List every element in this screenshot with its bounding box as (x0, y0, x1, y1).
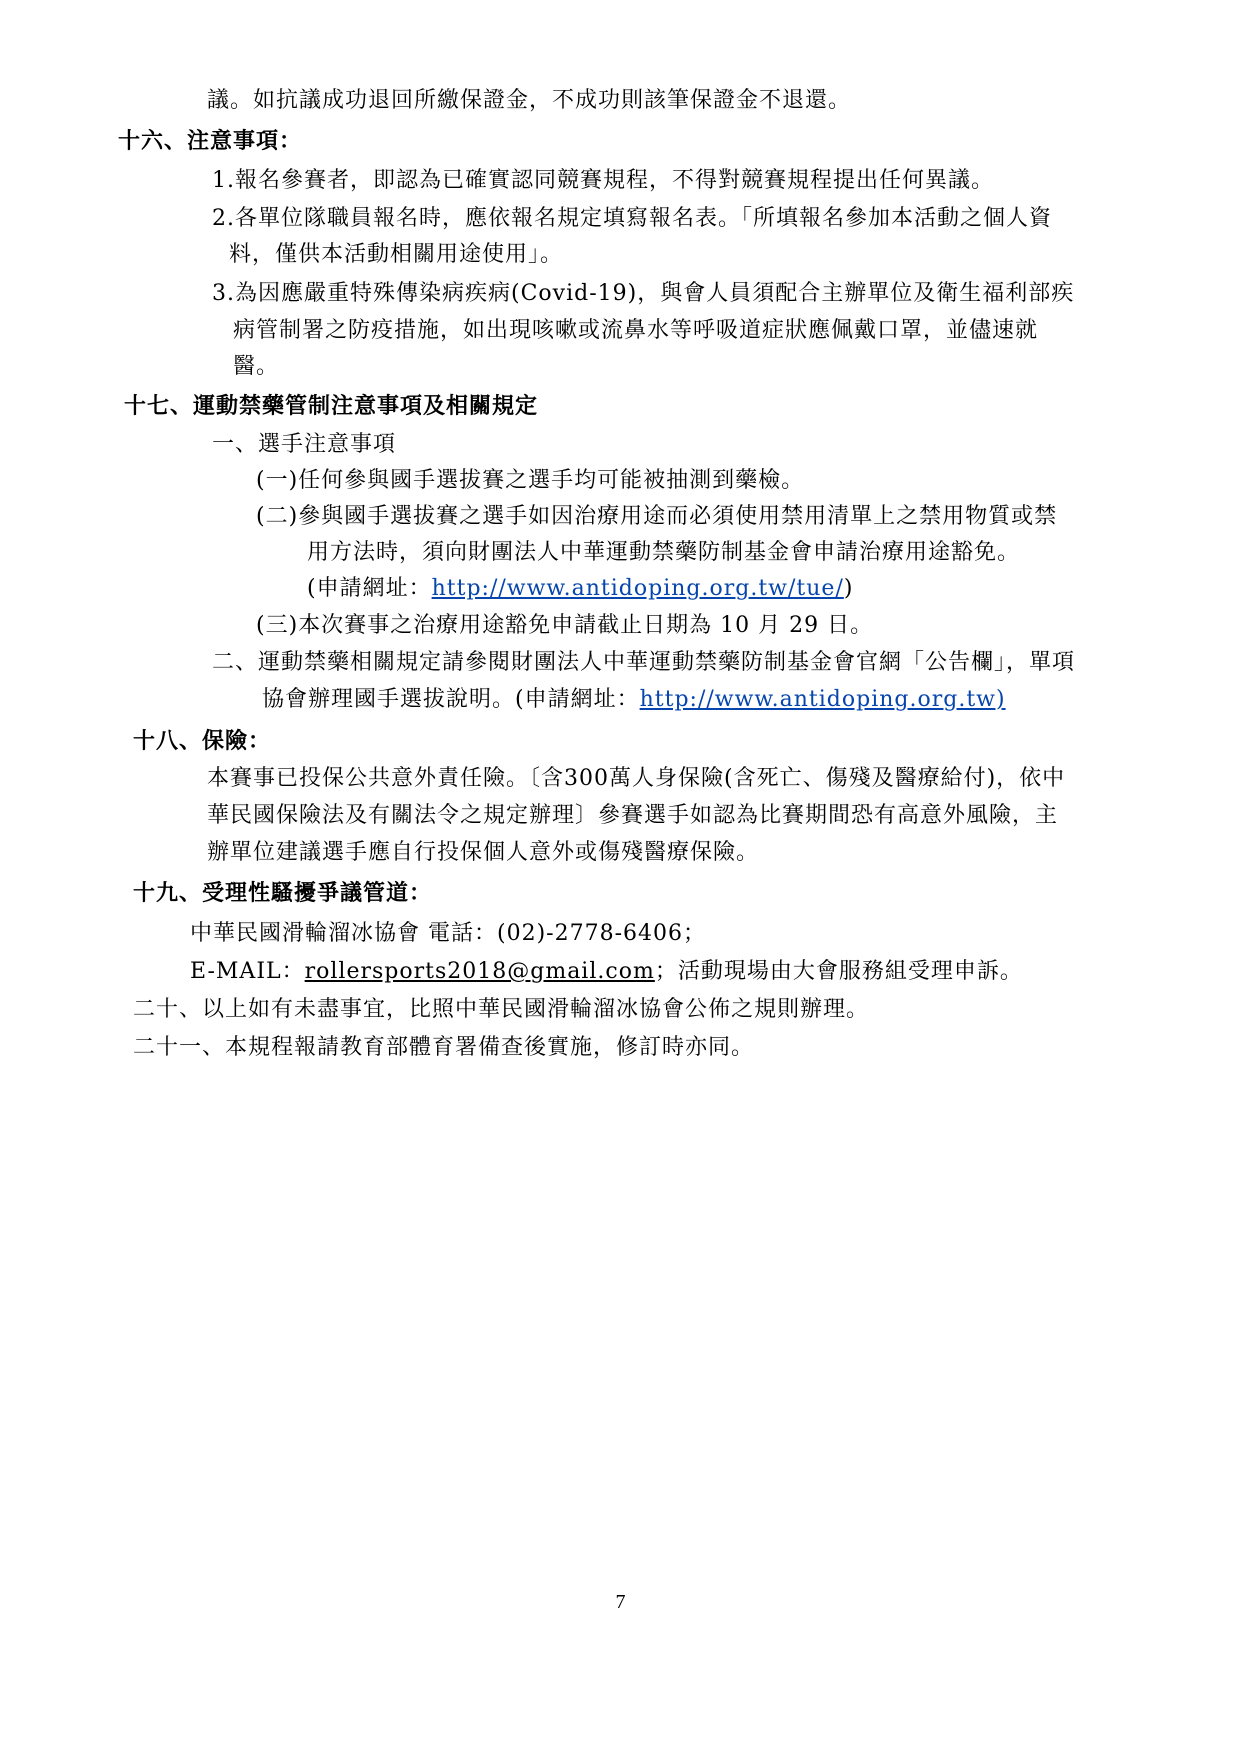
notice-item-1: 1.報名參賽者，即認為已確實認同競賽規程，不得對競賽規程提出任何異議。 (212, 168, 994, 193)
notice-item-3-line-2: 病管制署之防疫措施，如出現咳嗽或流鼻水等呼吸道症狀應佩戴口罩，並儘速就 (233, 318, 1039, 343)
page-number: 7 (615, 1591, 626, 1613)
email-prefix: E-MAIL： (190, 959, 305, 984)
section-19-heading: 十九、受理性騷擾爭議管道： (133, 881, 433, 906)
section-16-heading: 十六、注意事項： (118, 129, 303, 154)
contact-phone-line: 中華民國滑輪溜冰協會 電話：(02)-2778-6406； (190, 921, 706, 946)
tue-url-suffix: ) (843, 576, 854, 601)
antidoping-url-link[interactable]: http://www.antidoping.org.tw) (639, 687, 1006, 712)
athlete-notice-heading: 一、選手注意事項 (212, 432, 397, 457)
athlete-notice-item-2-line-3 (307, 574, 853, 604)
section-20-line: 二十、以上如有未盡事宜，比照中華民國滑輪溜冰協會公佈之規則辦理。 (133, 997, 870, 1022)
insurance-line-3: 辦單位建議選手應自行投保個人意外或傷殘醫療保險。 (207, 840, 760, 865)
notice-item-3-line-3: 醫。 (233, 354, 280, 379)
notice-item-3-line-1: 3.為因應嚴重特殊傳染病疾病(Covid-19)，與會人員須配合主辦單位及衛生福利部疾 (212, 281, 1075, 306)
notice-item-2-line-1: 2.各單位隊職員報名時，應依報名規定填寫報名表。「所填報名參加本活動之個人資 (212, 206, 1052, 231)
contact-email-line (190, 957, 1023, 987)
continued-protest-line: 議。如抗議成功退回所繳保證金，不成功則該筆保證金不退還。 (207, 88, 852, 113)
antidoping-rules-line-2 (262, 685, 1006, 715)
athlete-notice-item-1: (一)任何參與國手選拔賽之選手均可能被抽測到藥檢。 (256, 468, 805, 493)
section-17-heading: 十七、運動禁藥管制注意事項及相關規定 (124, 394, 539, 419)
tue-url-prefix: (申請網址： (307, 576, 432, 601)
antidoping-url-prefix: 協會辦理國手選拔說明。(申請網址： (262, 687, 640, 712)
section-21-line: 二十一、本規程報請教育部體育署備查後實施，修訂時亦同。 (133, 1035, 755, 1060)
antidoping-rules-line-1: 二、運動禁藥相關規定請參閱財團法人中華運動禁藥防制基金會官網「公告欄」，單項 (212, 650, 1076, 675)
insurance-line-1: 本賽事已投保公共意外責任險。〔含300萬人身保險(含死亡、傷殘及醫療給付)，依中 (207, 766, 1066, 791)
athlete-notice-item-3: (三)本次賽事之治療用途豁免申請截止日期為 10 月 29 日。 (256, 613, 874, 638)
tue-url-link[interactable]: http://www.antidoping.org.tw/tue/ (431, 576, 844, 601)
email-suffix: ；活動現場由大會服務組受理申訴。 (654, 959, 1023, 984)
athlete-notice-item-2-line-2: 用方法時，須向財團法人中華運動禁藥防制基金會申請治療用途豁免。 (307, 540, 1021, 565)
email-link[interactable]: rollersports2018@gmail.com (304, 959, 655, 984)
insurance-line-2: 華民國保險法及有關法令之規定辦理〕參賽選手如認為比賽期間恐有高意外風險，主 (207, 803, 1059, 828)
notice-item-2-line-2: 料，僅供本活動相關用途使用」。 (229, 242, 564, 267)
section-18-heading: 十八、保險： (133, 729, 272, 754)
athlete-notice-item-2-line-1: (二)參與國手選拔賽之選手如因治療用途而必須使用禁用清單上之禁用物質或禁 (256, 504, 1058, 529)
